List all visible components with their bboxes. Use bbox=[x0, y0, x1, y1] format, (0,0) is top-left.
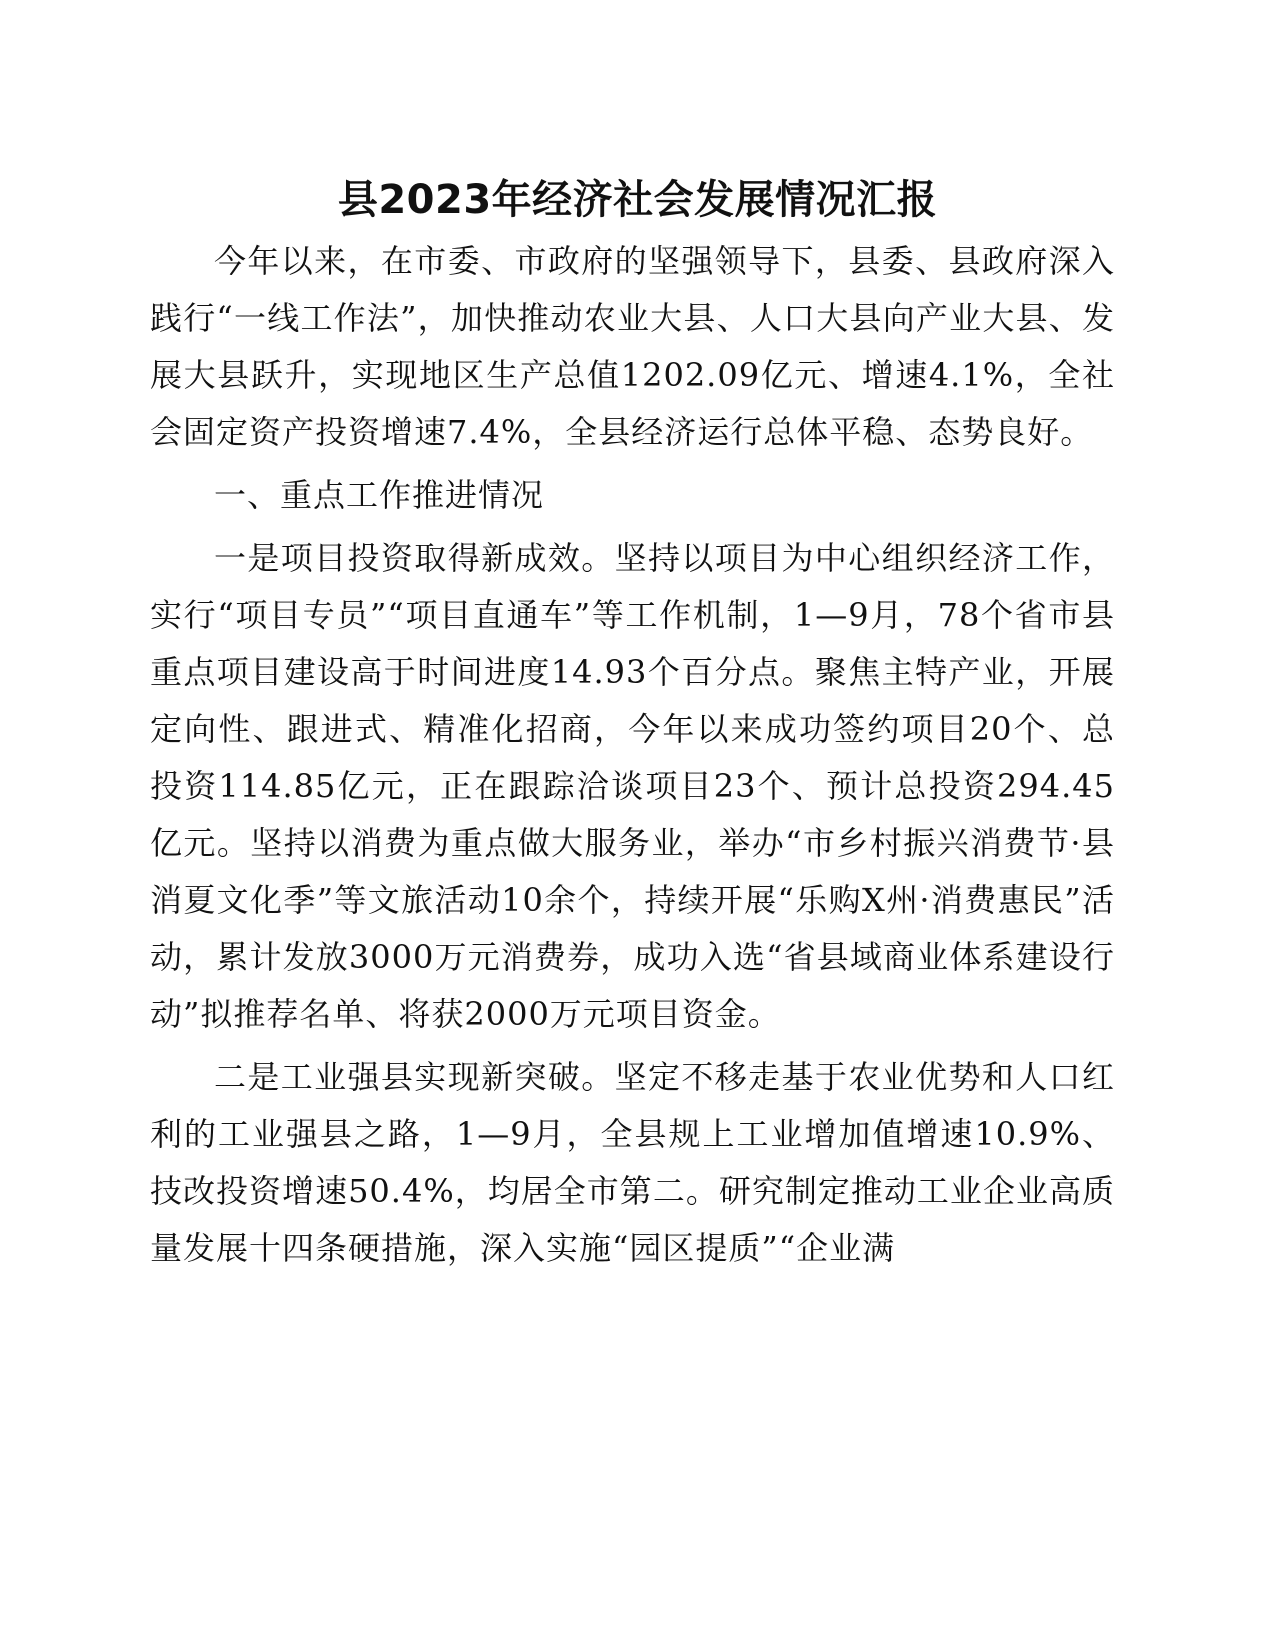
project-investment-paragraph: 一是项目投资取得新成效。坚持以项目为中心组织经济工作，实行“项目专员”“项目直通车”等工作机制，1—9月，78个省市县重点项目建设高于时间进度14.93个百分点。聚焦主特产业，开展定向性、跟进式、精准化招商，今年以来成功签约项目20个、总投资114.85亿元，正在跟踪洽谈项目23个、预计总投资294.45亿元。坚持以消费为重点做大服务业，举办“市乡村振兴消费节·县消夏文化季”等文旅活动10余个，持续开展“乐购X州·消费惠民”活动，累计发放3000万元消费券，成功入选“省县域商业体系建设行动”拟推荐名单、将获2000万元项目资金。 bbox=[150, 539, 1115, 1033]
document-body bbox=[150, 233, 1115, 1277]
document-title: 县2023年经济社会发展情况汇报 bbox=[337, 177, 938, 223]
section-heading: 一、重点工作推进情况 bbox=[214, 476, 545, 514]
intro-paragraph: 今年以来，在市委、市政府的坚强领导下，县委、县政府深入践行“一线工作法”，加快推动农业大县、人口大县向产业大县、发展大县跃升，实现地区生产总值1202.09亿元、增速4.1%，全社会固定资产投资增速7.4%，全县经济运行总体平稳、态势良好。 bbox=[150, 242, 1115, 451]
industry-paragraph: 二是工业强县实现新突破。坚定不移走基于农业优势和人口红利的工业强县之路，1—9月，全县规上工业增加值增速10.9%、技改投资增速50.4%，均居全市第二。研究制定推动工业企业高质量发展十四条硬措施，深入实施“园区提质”“企业满 bbox=[150, 1058, 1115, 1267]
